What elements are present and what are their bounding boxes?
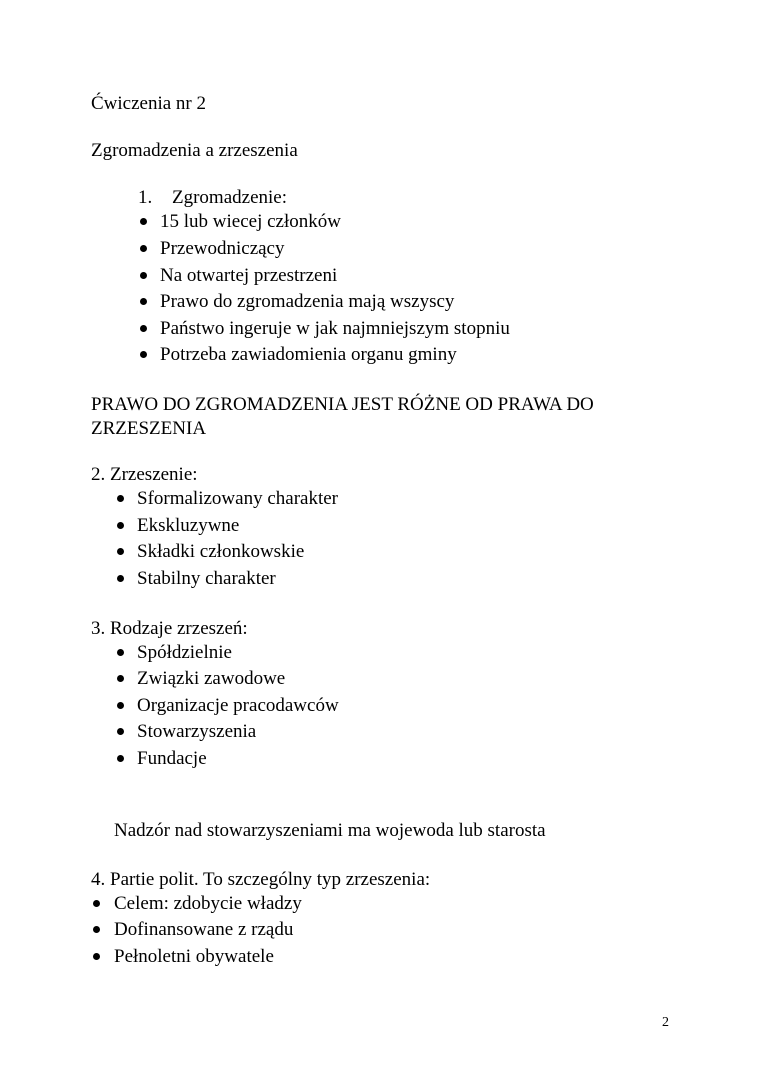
list-item: Potrzeba zawiadomienia organu gminy — [160, 344, 457, 365]
bullet-icon — [140, 351, 147, 358]
section1-number: 1. — [138, 187, 153, 208]
list-item: Państwo ingeruje w jak najmniejszym stopniu — [160, 318, 510, 339]
bullet-icon — [140, 272, 147, 279]
list-item: Spółdzielnie — [137, 642, 232, 663]
list-item: Stowarzyszenia — [137, 721, 257, 742]
section3-heading: 3. Rodzaje zrzeszeń: — [91, 618, 248, 639]
page-number: 2 — [662, 1015, 669, 1030]
bullet-icon — [93, 926, 100, 933]
bullet-icon — [117, 649, 124, 656]
list-item: Prawo do zgromadzenia mają wszyscy — [160, 291, 455, 312]
page-title: Ćwiczenia nr 2 — [91, 93, 207, 114]
bullet-icon — [117, 548, 124, 555]
list-item: Fundacje — [137, 748, 207, 769]
list-item: Pełnoletni obywatele — [114, 946, 274, 967]
bullet-icon — [117, 522, 124, 529]
section4-heading: 4. Partie polit. To szczególny typ zrzeszenia: — [91, 869, 431, 890]
list-item: Stabilny charakter — [137, 568, 276, 589]
list-item: Składki członkowskie — [137, 541, 305, 562]
bullet-icon — [117, 575, 124, 582]
list-item: Celem: zdobycie władzy — [114, 893, 302, 914]
page-subtitle: Zgromadzenia a zrzeszenia — [91, 140, 298, 161]
list-item: Sformalizowany charakter — [137, 488, 338, 509]
bullet-icon — [93, 900, 100, 907]
bullet-icon — [140, 245, 147, 252]
list-item: Na otwartej przestrzeni — [160, 265, 338, 286]
bullet-icon — [140, 325, 147, 332]
list-item: 15 lub wiecej członków — [160, 211, 341, 232]
bullet-icon — [140, 218, 147, 225]
statement-line-2: ZRZESZENIA — [91, 418, 207, 439]
list-item: Związki zawodowe — [137, 668, 286, 689]
bullet-icon — [140, 298, 147, 305]
bullet-icon — [117, 728, 124, 735]
bullet-icon — [117, 702, 124, 709]
supervision-note: Nadzór nad stowarzyszeniami ma wojewoda lub starosta — [114, 820, 546, 841]
bullet-icon — [93, 953, 100, 960]
list-item: Dofinansowane z rządu — [114, 919, 294, 940]
bullet-icon — [117, 495, 124, 502]
list-item: Przewodniczący — [160, 238, 285, 259]
list-item: Ekskluzywne — [137, 515, 240, 536]
statement-line-1: PRAWO DO ZGROMADZENIA JEST RÓŻNE OD PRAWA DO — [91, 394, 594, 415]
list-item: Organizacje pracodawców — [137, 695, 339, 716]
section1-heading: Zgromadzenie: — [172, 187, 288, 208]
section2-heading: 2. Zrzeszenie: — [91, 464, 198, 485]
bullet-icon — [117, 755, 124, 762]
bullet-icon — [117, 675, 124, 682]
